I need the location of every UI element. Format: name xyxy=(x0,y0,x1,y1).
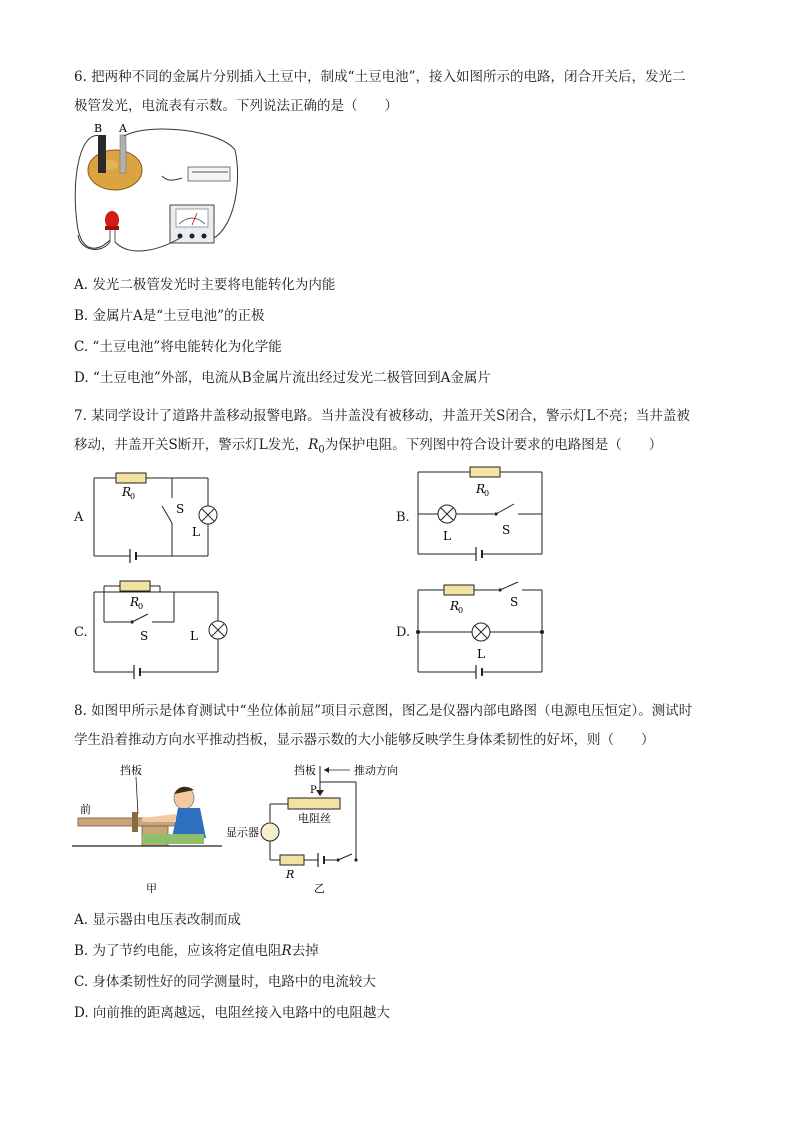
q8-stem-line2: 学生沿着推动方向水平推动挡板，显示器示数的大小能够反映学生身体柔韧性的好坏，则（ ） xyxy=(74,732,655,748)
svg-text:L: L xyxy=(443,529,451,543)
q6-option-a[interactable]: A. 发光二极管发光时主要将电能转化为内能 xyxy=(74,277,336,293)
q6-label-a: A xyxy=(119,122,127,135)
q7-option-c-letter[interactable]: C. xyxy=(74,625,88,640)
svg-text:挡板: 挡板 xyxy=(120,764,142,777)
svg-text:挡板: 挡板 xyxy=(294,764,316,777)
svg-text:S: S xyxy=(510,595,519,609)
q8-option-b[interactable]: B. 为了节约电能，应该将定值电阻R去掉 xyxy=(74,943,319,959)
svg-text:S: S xyxy=(502,523,511,537)
q6-stem-line2: 极管发光，电流表有示数。下列说法正确的是（ ） xyxy=(74,98,398,114)
svg-text:推动方向: 推动方向 xyxy=(354,764,398,777)
q7-stem-line2: 移动，井盖开关S断开，警示灯L发光，$R_0$为保护电阻。下列图中符合设计要求的电路图是（ ） xyxy=(74,437,663,456)
svg-text:乙: 乙 xyxy=(314,882,325,895)
svg-text:0: 0 xyxy=(138,602,144,611)
q7-option-a-letter[interactable]: A xyxy=(74,510,84,525)
svg-text:R: R xyxy=(130,595,140,609)
svg-text:电阻丝: 电阻丝 xyxy=(298,812,331,825)
q7-option-b-letter[interactable]: B. xyxy=(396,510,410,525)
svg-text:L: L xyxy=(477,647,485,661)
svg-text:0: 0 xyxy=(458,606,464,615)
q8-option-a[interactable]: A. 显示器由电压表改制而成 xyxy=(74,912,241,928)
svg-text:R: R xyxy=(122,485,132,499)
q6-label-b: B xyxy=(94,122,103,135)
q7-stem-line1: 7. 某同学设计了道路井盖移动报警电路。当井盖没有被移动，井盖开关S闭合，警示灯L不亮；当井盖被 xyxy=(74,408,690,424)
q6-stem-line1: 6. 把两种不同的金属片分别插入土豆中，制成“土豆电池”，接入如图所示的电路，闭合开关后，发光二 xyxy=(74,69,686,85)
svg-text:显示器: 显示器 xyxy=(226,826,259,839)
svg-text:0: 0 xyxy=(484,489,490,498)
svg-text:L: L xyxy=(190,629,198,643)
q6-option-b[interactable]: B. 金属片A是“土豆电池”的正极 xyxy=(74,308,265,324)
q7-circuit-a[interactable] xyxy=(88,468,223,568)
q7-option-d-letter[interactable]: D. xyxy=(396,625,411,640)
svg-text:甲: 甲 xyxy=(146,882,157,895)
svg-text:R: R xyxy=(286,868,295,881)
q8-option-d[interactable]: D. 向前推的距离越远，电阻丝接入电路中的电阻越大 xyxy=(74,1005,390,1021)
q8-stem-line1: 8. 如图甲所示是体育测试中“坐位体前屈”项目示意图，图乙是仪器内部电路图（电源电压恒定）。测试时 xyxy=(74,703,693,719)
q7-circuit-b[interactable] xyxy=(414,462,549,566)
svg-text:S: S xyxy=(140,629,149,643)
svg-text:0: 0 xyxy=(130,492,136,501)
q6-option-d[interactable]: D. “土豆电池”外部，电流从B金属片流出经过发光二极管回到A金属片 xyxy=(74,370,491,386)
q8-figure-yi xyxy=(226,760,398,900)
svg-text:前: 前 xyxy=(80,803,91,816)
q7-circuit-d[interactable] xyxy=(414,574,549,684)
svg-text:R: R xyxy=(476,482,486,496)
q8-option-c[interactable]: C. 身体柔韧性好的同学测量时，电路中的电流较大 xyxy=(74,974,376,990)
svg-text:P: P xyxy=(310,785,317,796)
q8-figure-jia xyxy=(72,760,222,900)
svg-text:L: L xyxy=(192,525,200,539)
q7-circuit-c[interactable] xyxy=(90,578,225,682)
q6-potato-circuit-figure xyxy=(70,120,245,270)
svg-text:S: S xyxy=(176,502,185,516)
q6-option-c[interactable]: C. “土豆电池”将电能转化为化学能 xyxy=(74,339,282,355)
svg-text:R: R xyxy=(450,599,460,613)
